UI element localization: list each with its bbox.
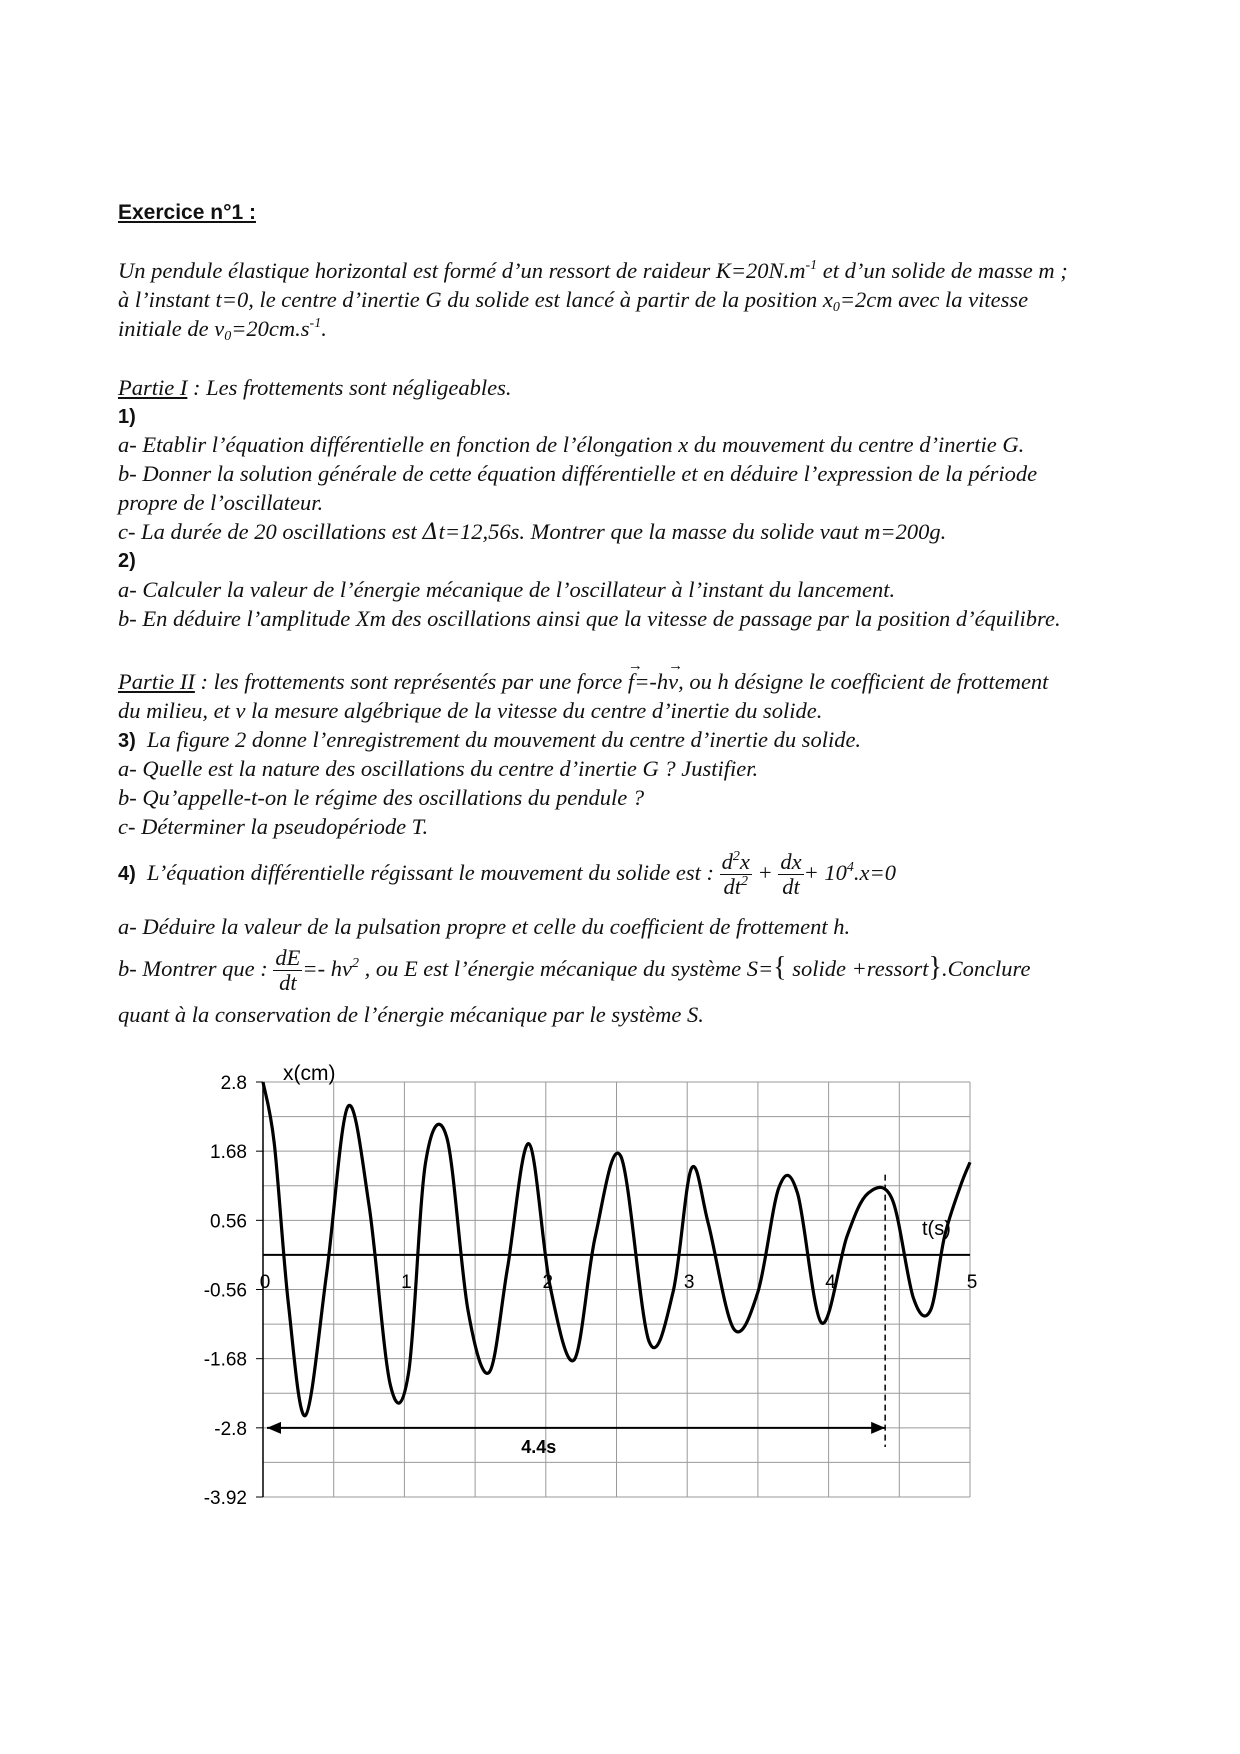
y-tick-label: -1.68 (203, 1349, 247, 1371)
x-tick-label: 3 (683, 1271, 695, 1293)
y-tick-label: -2.8 (214, 1418, 247, 1440)
x-tick-label: 0 (259, 1271, 271, 1293)
intro-line-3: initiale de $v_0=20cm.s^{-1}$. (118, 316, 327, 344)
second-derivative-fraction: $\frac{d^2x}{dt^2}$ (721, 849, 750, 900)
question-3a: a- Quelle est la nature des oscillations du centre d’inertie G ? Justifier. (118, 756, 759, 781)
intro-line-2: à l’instant t=0, le centre d’inertie G du solide est lancé à partir de la position $x_0=2cm$ avec la vitesse (118, 287, 1029, 315)
y-tick-label: -0.56 (203, 1280, 247, 1302)
x-tick-label: 4 (825, 1271, 836, 1293)
y-tick-label: 1.68 (210, 1142, 247, 1164)
question-4b: b- Montrer que : $\frac{dE}{dt}$ =- $hv^2$ , ou E est l’énergie mécanique du système S={ solide +ressort}.Conclure (118, 945, 1031, 996)
y-axis-label: x(cm) (283, 1062, 336, 1085)
question-1a: a- Etablir l’équation différentielle en fonction de l’élongation x du mouvement du centre d’inertie G. (118, 432, 1025, 457)
x-axis-label: t(s) (922, 1217, 951, 1240)
question-3b: b- Qu’appelle-t-on le régime des oscillations du pendule ? (118, 785, 645, 810)
velocity-vector-v: → v (668, 658, 684, 694)
exercise-title: Exercice n°1 : (118, 201, 256, 224)
y-tick-label: -3.92 (203, 1488, 247, 1509)
question-1b-line-2: propre de l’oscillateur. (118, 490, 324, 515)
question-4: 4) L’équation différentielle régissant le mouvement du solide est : $\frac{d^2x}{dt^2}$ + $\frac{dx}{dt}$ + $10^4.x=0$ (118, 849, 896, 900)
y-tick-label: 2.8 (220, 1073, 247, 1094)
part2-line-2: du milieu, et v la mesure algébrique de la vitesse du centre d’inertie du solide. (118, 698, 823, 723)
question-2b: b- En déduire l’amplitude Xm des oscillations ainsi que la vitesse de passage par la position d’équilibre. (118, 606, 1061, 631)
question-4b-line-2: quant à la conservation de l’énergie mécanique par le système S. (118, 1002, 704, 1027)
period-arrow-right-head (871, 1422, 885, 1434)
part1-heading: Partie I : Les frottements sont négligeables. (118, 375, 512, 400)
period-annotation-label: 4.4s (521, 1436, 557, 1457)
x-tick-label: 5 (966, 1271, 978, 1293)
question-2a: a- Calculer la valeur de l’énergie mécanique de l’oscillateur à l’instant du lancement. (118, 577, 896, 602)
question-2-number: 2) (118, 550, 136, 572)
question-1c: c- La durée de 20 oscillations est Δt=12,56s. Montrer que la masse du solide vaut m=200g. (118, 519, 947, 545)
first-derivative-fraction: $\frac{dx}{dt}$ (780, 849, 802, 900)
question-3: 3) La figure 2 donne l’enregistrement du mouvement du centre d’inertie du solide. (118, 727, 862, 752)
y-tick-label: 0.56 (210, 1211, 247, 1233)
question-1b-line-1: b- Donner la solution générale de cette équation différentielle et en déduire l’expression de la période (118, 461, 1038, 486)
x-tick-label: 1 (401, 1271, 412, 1293)
force-vector-f: → f (627, 658, 643, 694)
intro-line-1: Un pendule élastique horizontal est formé d’un ressort de raideur $K=20N.m^{-1}$ et d’un solide de masse m ; (118, 258, 1068, 283)
question-3c: c- Déterminer la pseudopériode T. (118, 814, 429, 839)
x-tick-label: 2 (542, 1271, 554, 1293)
energy-derivative-fraction: $\frac{dE}{dt}$ (275, 945, 301, 996)
part2-heading: Partie II : les frottements sont représentés par une force → f=-h → v, ou h désigne le coefficient de frottement (118, 658, 1049, 694)
question-1-number: 1) (118, 406, 136, 428)
question-4a: a- Déduire la valeur de la pulsation propre et celle du coefficient de frottement h. (118, 914, 851, 939)
period-arrow-left-head (267, 1422, 281, 1434)
